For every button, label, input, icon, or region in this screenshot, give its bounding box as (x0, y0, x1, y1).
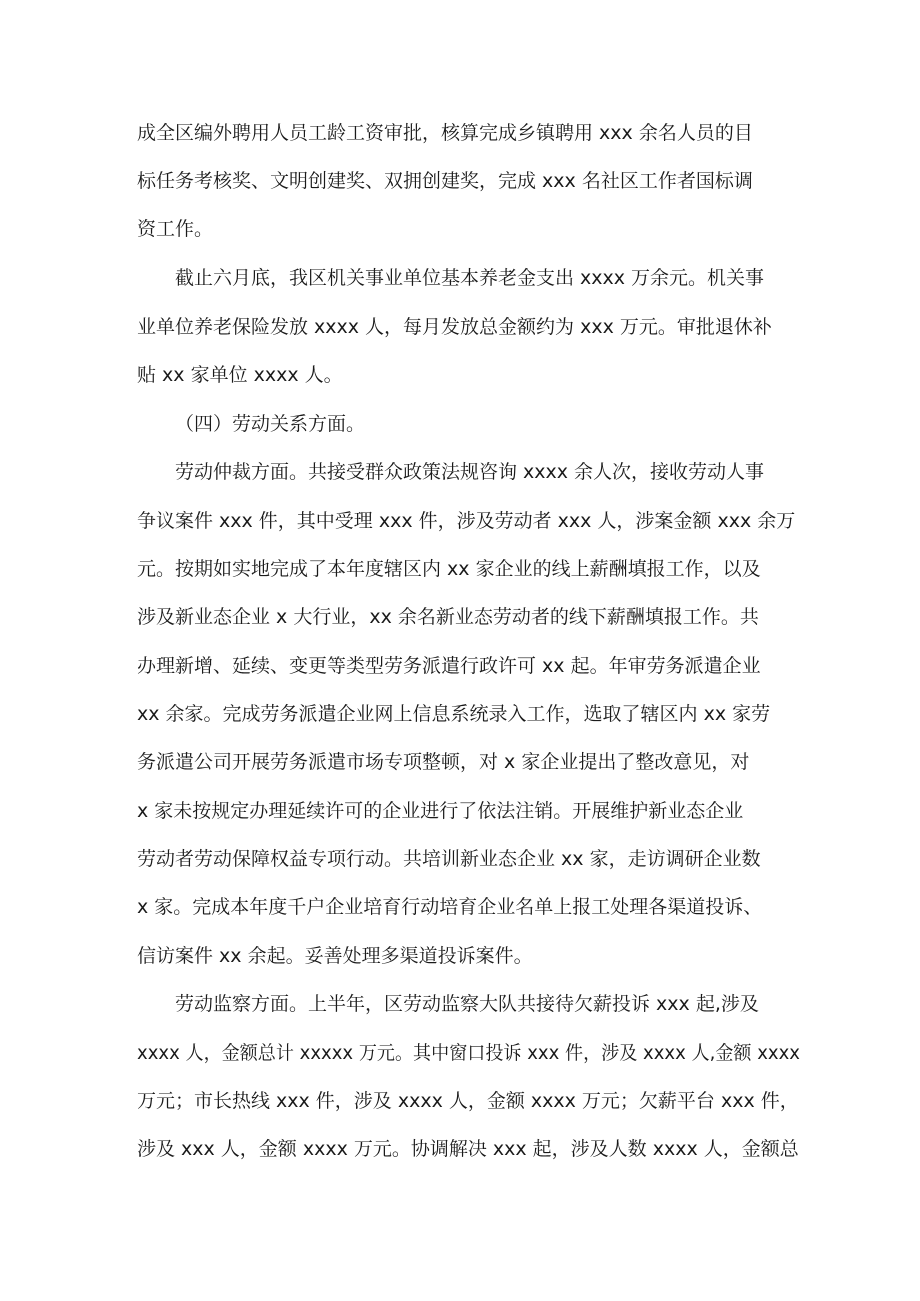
text-line-content: 劳动者劳动保障权益专项行动。共培训新业态企业 xx 家，走访调研企业数 (137, 848, 761, 870)
text-line (175, 986, 920, 1022)
text-line-content: 争议案件 xxx 件，其中受理 xxx 件，涉及劳动者 xxx 人，涉案金额 xxx 余万 (137, 510, 796, 532)
text-line (137, 551, 920, 587)
text-line (137, 744, 920, 780)
section-heading (175, 406, 920, 442)
text-line-content: xxxx 人，金额总计 xxxxx 万元。其中窗口投诉 xxx 件，涉及 xxxx 人,金额 xxxx (137, 1042, 800, 1064)
text-line-content: 成全区编外聘用人员工龄工资审批，核算完成乡镇聘用 xxx 余名人员的目 (137, 122, 753, 144)
text-line (137, 793, 920, 829)
text-line (137, 163, 920, 199)
text-line (137, 357, 920, 393)
text-line (137, 115, 920, 151)
text-line-content: 万元；市长热线 xxx 件，涉及 xxxx 人，金额 xxxx 万元；欠薪平台 xxx 件， (137, 1090, 799, 1112)
text-line-content: 劳动仲裁方面。共接受群众政策法规咨询 xxxx 余人次，接收劳动人事 (175, 461, 765, 483)
text-line-content: 劳动监察方面。上半年，区劳动监察大队共接待欠薪投诉 xxx 起,涉及 (175, 993, 759, 1015)
text-line (175, 260, 920, 296)
text-line (137, 211, 920, 247)
text-line-content: 办理新增、延续、变更等类型劳务派遣行政许可 xx 起。年审劳务派遣企业 (137, 655, 761, 677)
text-line (137, 309, 920, 345)
text-line-content: xx 余家。完成劳务派遣企业网上信息系统录入工作，选取了辖区内 xx 家劳 (137, 703, 771, 725)
text-line-content: 截止六月底，我区机关事业单位基本养老金支出 xxxx 万余元。机关事 (175, 267, 765, 289)
text-line (175, 454, 920, 490)
text-line-content: 涉及 xxx 人，金额 xxxx 万元。协调解决 xxx 起，涉及人数 xxxx 人，金额总 (137, 1138, 799, 1160)
text-line-content: 务派遣公司开展劳务派遣市场专项整顿，对 x 家企业提出了整改意见，对 (137, 751, 750, 773)
text-line-content: 资工作。 (137, 218, 214, 240)
text-line-content: x 家未按规定办理延续许可的企业进行了依法注销。开展维护新业态企业 (137, 800, 744, 822)
text-line (137, 503, 920, 539)
text-line-content: 涉及新业态企业 x 大行业，xx 余名新业态劳动者的线下薪酬填报工作。共 (137, 606, 759, 628)
text-line (137, 648, 920, 684)
text-line (137, 889, 920, 925)
text-line (137, 841, 920, 877)
text-line-content: 标任务考核奖、文明创建奖、双拥创建奖，完成 xxx 名社区工作者国标调 (137, 170, 753, 192)
text-line (137, 599, 920, 635)
text-line-content: 业单位养老保险发放 xxxx 人，每月发放总金额约为 xxx 万元。审批退休补 (137, 316, 772, 338)
text-line (137, 1083, 920, 1119)
text-line (137, 1131, 920, 1167)
text-line (137, 1035, 920, 1071)
text-line-content: 元。按期如实地完成了本年度辖区内 xx 家企业的线上薪酬填报工作，以及 (137, 558, 761, 580)
text-line (137, 696, 920, 732)
text-line-content: （四）劳动关系方面。 (175, 413, 366, 435)
text-line-content: 贴 xx 家单位 xxxx 人。 (137, 364, 343, 386)
text-line-content: 信访案件 xx 余起。妥善处理多渠道投诉案件。 (137, 945, 533, 967)
text-line (137, 938, 920, 974)
text-line-content: x 家。完成本年度千户企业培育行动培育企业名单上报工处理各渠道投诉、 (137, 896, 763, 918)
